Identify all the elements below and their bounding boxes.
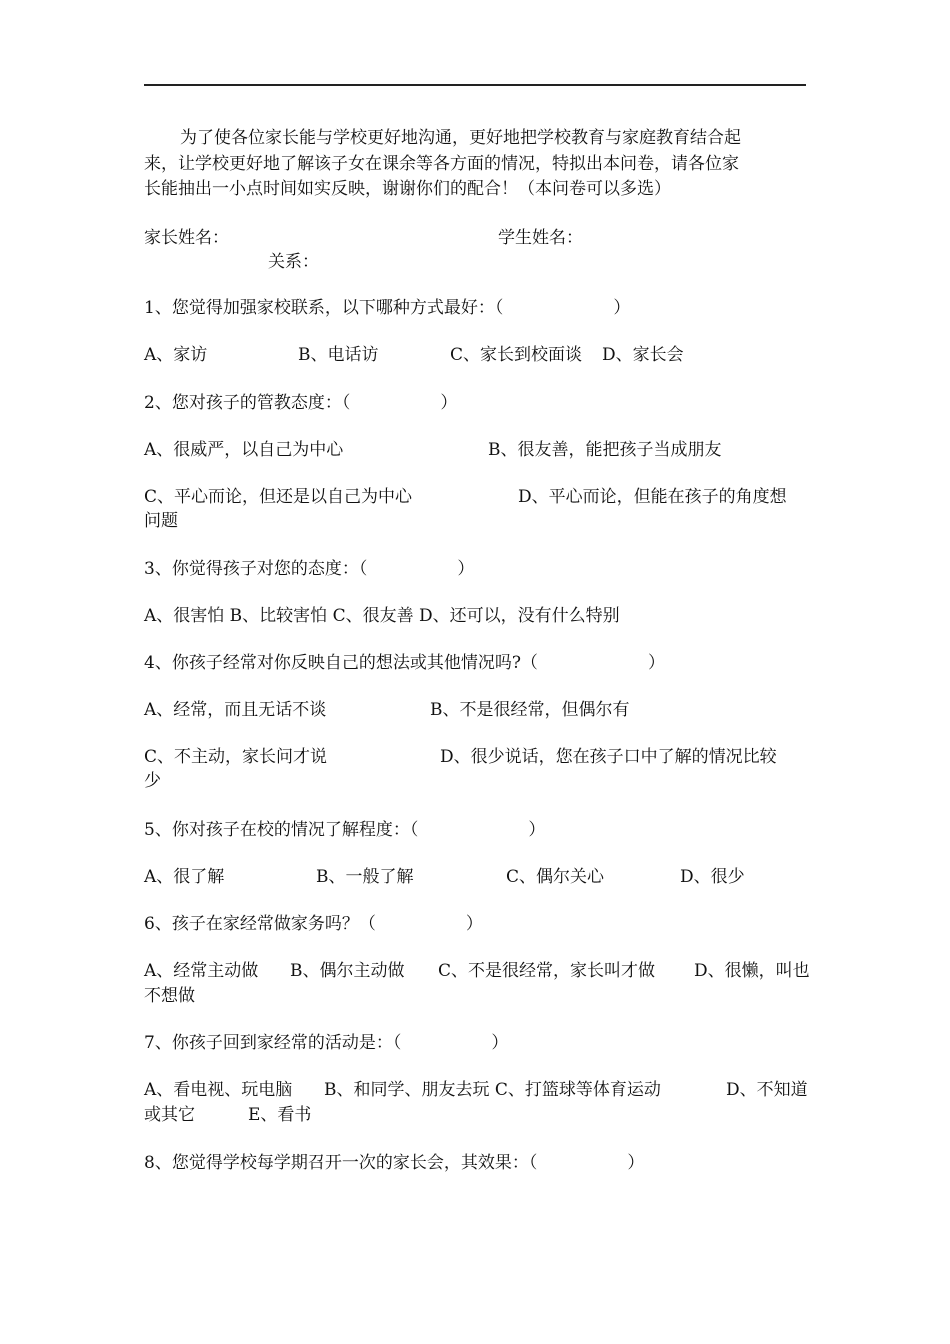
question-2: 2、您对孩子的管教态度：（ ） [144,393,458,413]
q7-option-e: E、看书 [248,1105,312,1125]
q1-option-d: D、家长会 [602,345,684,365]
relation-label: 关系： [268,252,319,272]
q5-option-a: A、很了解 [144,867,225,887]
q6-option-b: B、偶尔主动做 [290,961,405,981]
question-5: 5、你对孩子在校的情况了解程度：（ ） [144,820,546,840]
q2-option-d-cont: 问题 [144,511,178,531]
q6-option-c: C、不是很经常，家长叫才做 [438,961,656,981]
question-8: 8、您觉得学校每学期召开一次的家长会，其效果：（ ） [144,1153,645,1173]
q6-option-d-cont: 不想做 [144,986,195,1006]
intro-line-2: 来，让学校更好地了解该子女在课余等各方面的情况，特拟出本问卷，请各位家 [144,154,739,174]
q4-option-c: C、不主动，家长问才说 [144,747,328,767]
q2-option-a: A、很威严，以自己为中心 [144,440,344,460]
q1-option-a: A、家访 [144,345,208,365]
q4-option-d-cont: 少 [144,771,161,791]
q7-option-d-cont: 或其它 [144,1105,195,1125]
question-1: 1、您觉得加强家校联系，以下哪种方式最好：（ ） [144,298,631,318]
question-6: 6、孩子在家经常做家务吗？（ ） [144,914,483,934]
q2-option-d: D、平心而论，但能在孩子的角度想 [518,487,787,507]
question-7: 7、你孩子回到家经常的活动是：（ ） [144,1033,509,1053]
q4-option-a: A、经常，而且无话不谈 [144,700,327,720]
parent-name-label: 家长姓名： [144,228,229,248]
q6-option-a: A、经常主动做 [144,961,259,981]
q5-option-b: B、一般了解 [316,867,414,887]
q5-option-c: C、偶尔关心 [506,867,605,887]
q5-option-d: D、很少 [680,867,745,887]
q4-option-d: D、很少说话，您在孩子口中了解的情况比较 [440,747,777,767]
q4-option-b: B、不是很经常，但偶尔有 [430,700,630,720]
q1-option-b: B、电话访 [298,345,379,365]
q2-option-c: C、平心而论，但还是以自己为中心 [144,487,413,507]
q7-option-d: D、不知道 [726,1080,808,1100]
intro-line-3: 长能抽出一小点时间如实反映，谢谢你们的配合！（本问卷可以多选） [144,179,671,199]
q6-option-d: D、很懒，叫也 [694,961,810,981]
intro-line-1: 为了使各位家长能与学校更好地沟通，更好地把学校教育与家庭教育结合起 [180,128,741,148]
question-4: 4、你孩子经常对你反映自己的想法或其他情况吗?（ ） [144,653,665,673]
q7-option-bc: B、和同学、朋友去玩 C、打篮球等体育运动 [324,1080,661,1100]
q3-options: A、很害怕 B、比较害怕 C、很友善 D、还可以，没有什么特别 [144,606,620,626]
q7-option-a: A、看电视、玩电脑 [144,1080,293,1100]
question-3: 3、你觉得孩子对您的态度：（ ） [144,559,475,579]
student-name-label: 学生姓名： [498,228,583,248]
q2-option-b: B、很友善，能把孩子当成朋友 [488,440,722,460]
q1-option-c: C、家长到校面谈 [450,345,583,365]
header-rule [144,84,806,86]
